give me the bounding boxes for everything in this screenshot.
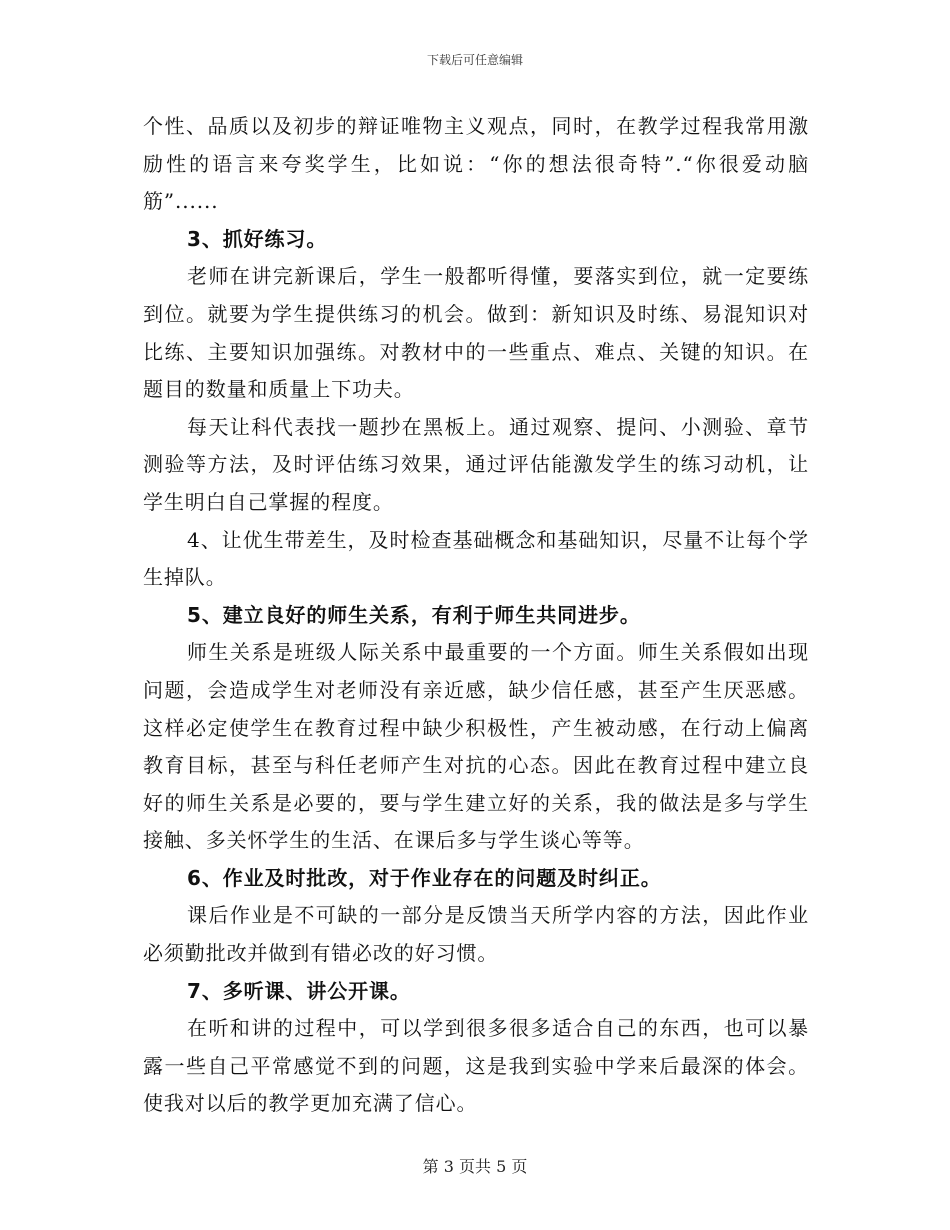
paragraph-relationship: 师生关系是班级人际关系中最重要的一个方面。师生关系假如出现问题，会造成学生对老师没有亲近感，缺少信任感，甚至产生厌恶感。这样必定使学生在教育过程中缺少积极性，产生被动感，在行动上偏离教育目标，甚至与科任老师产生对抗的心态。因此在教育过程中建立良好的师生关系是必要的，要与学生建立好的关系，我的做法是多与学生接触、多关怀学生的生活、在课后多与学生谈心等等。	[143, 640, 809, 853]
paragraph-open-class: 在听和讲的过程中，可以学到很多很多适合自己的东西，也可以暴露一些自己平常感觉不到的问题，这是我到实验中学来后最深的体会。使我对以后的教学更加充满了信心。	[143, 1016, 809, 1116]
document-body	[143, 108, 809, 1123]
paragraph-daily-question: 每天让科代表找一题抄在黑板上。通过观察、提问、小测验、章节测验等方法，及时评估练习效果，通过评估能激发学生的练习动机，让学生明白自己掌握的程度。	[143, 414, 809, 514]
page-number-footer: 第 3 页共 5 页	[422, 1157, 528, 1176]
section-heading-5: 5、建立良好的师生关系，有利于师生共同进步。	[187, 602, 641, 627]
section-heading-3: 3、抓好练习。	[187, 226, 328, 251]
paragraph-homework: 课后作业是不可缺的一部分是反馈当天所学内容的方法，因此作业必须勤批改并做到有错必改的好习惯。	[143, 903, 809, 966]
section-heading-7: 7、多听课、讲公开课。	[187, 978, 411, 1003]
paragraph-practice: 老师在讲完新课后，学生一般都听得懂，要落实到位，就一定要练到位。就要为学生提供练习的机会。做到：新知识及时练、易混知识对比练、主要知识加强练。对教材中的一些重点、难点、关键的知识。在题目的数量和质量上下功夫。	[143, 264, 809, 402]
page-header: 下载后可任意编辑	[426, 53, 523, 67]
section-heading-6: 6、作业及时批改，对于作业存在的问题及时纠正。	[187, 865, 662, 890]
paragraph-continuation: 个性、品质以及初步的辩证唯物主义观点，同时，在教学过程我常用激励性的语言来夸奖学生，比如说：“你的想法很奇特”.“你很爱动脑筋”......	[143, 114, 809, 214]
section-item-4: 4、让优生带差生，及时检查基础概念和基础知识，尽量不让每个学生掉队。	[143, 527, 809, 590]
